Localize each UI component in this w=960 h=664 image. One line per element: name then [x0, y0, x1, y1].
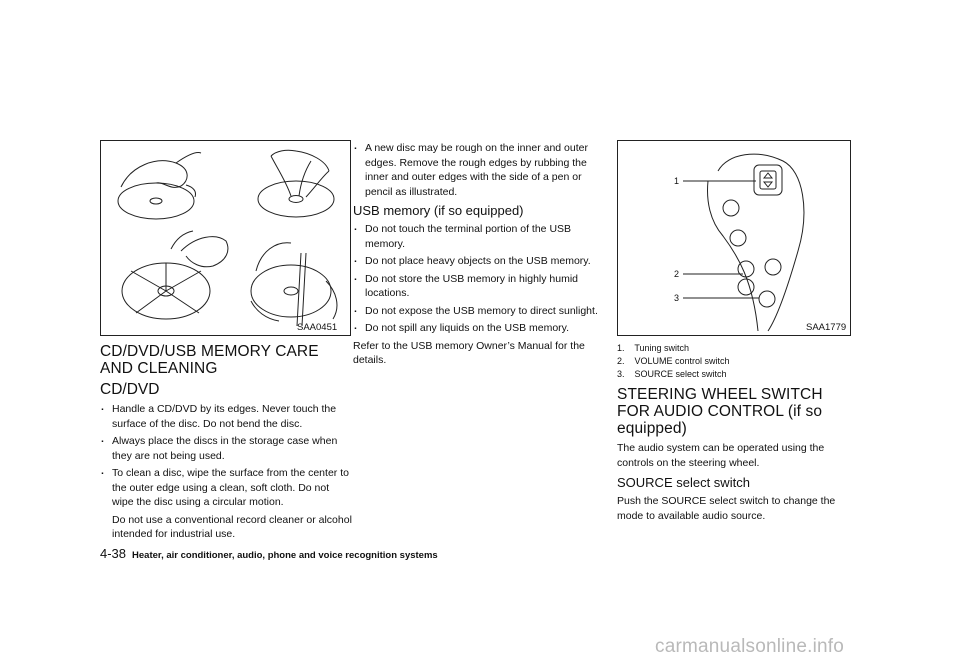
legend-item: 1. Tuning switch: [617, 343, 690, 353]
bullet-item: . To clean a disc, wipe the surface from the center to the outer edge using a clean, soft cloth. Do not wipe the disc using a circular motion. Do not use a conventional record cleaner or alcohol intended for industrial use.: [100, 466, 352, 542]
bullet-item: . Do not touch the terminal portion of the USB memory.: [353, 222, 601, 251]
cd-dvd-bullets: [100, 402, 352, 542]
bullet-item: . Do not expose the USB memory to direct sunlight.: [353, 304, 601, 319]
figure-legend: [617, 342, 853, 381]
legend-item: 2. VOLUME control switch: [617, 356, 730, 366]
right-column: [617, 342, 853, 523]
page-footer: [100, 546, 438, 561]
middle-column: [353, 141, 601, 368]
bullet-item: . Do not store the USB memory in highly humid locations.: [353, 272, 601, 301]
page-number: 4-38: [100, 546, 127, 561]
bullet-item: . Handle a CD/DVD by its edges. Never touch the surface of the disc. Do not bend the disc.: [100, 402, 352, 431]
source-switch-text: Push the SOURCE select switch to change the mode to available audio source.: [617, 495, 836, 522]
section-heading-care: CD/DVD/USB MEMORY CARE AND CLEANING: [100, 343, 319, 377]
cd-dvd-bullets-continued: [353, 141, 601, 199]
disc-handling-illustration: [100, 140, 351, 336]
usb-bullets: [353, 222, 601, 336]
bullet-note: Do not use a conventional record cleaner or alcohol intended for industrial use.: [112, 513, 352, 540]
bullet-item: . Do not place heavy objects on the USB memory.: [353, 254, 601, 269]
figure-code-right: SAA1779: [806, 322, 847, 333]
bullet-item: . A new disc may be rough on the inner and outer edges. Remove the rough edges by rubbing the inner and outer edges with the side of a pen or pencil as illustrated.: [353, 141, 601, 199]
chapter-title: Heater, air conditioner, audio, phone and voice recognition systems: [132, 550, 438, 561]
callout-3: 3: [674, 293, 680, 303]
subheading-usb-memory: USB memory (if so equipped): [353, 203, 524, 218]
callout-2: 2: [674, 269, 680, 279]
watermark: carmanualsonline.info: [655, 636, 845, 657]
subheading-source-switch: SOURCE select switch: [617, 475, 750, 490]
subheading-cd-dvd: CD/DVD: [100, 381, 160, 398]
disc-handling-drawing: [101, 141, 350, 335]
figure-code-left: SAA0451: [297, 322, 338, 333]
steering-intro: The audio system can be operated using the controls on the steering wheel.: [617, 442, 825, 469]
usb-closing-note: Refer to the USB memory Owner’s Manual for the details.: [353, 339, 585, 366]
bullet-item: . Do not spill any liquids on the USB memory.: [353, 321, 601, 336]
legend-item: 3. SOURCE select switch: [617, 369, 727, 379]
callout-1: 1: [674, 176, 680, 186]
steering-switch-drawing: [618, 141, 850, 335]
steering-switch-illustration: [617, 140, 851, 336]
bullet-item: . Always place the discs in the storage case when they are not being used.: [100, 434, 352, 463]
section-heading-steering: STEERING WHEEL SWITCH FOR AUDIO CONTROL (if so equipped): [617, 386, 823, 437]
left-column: [100, 343, 352, 545]
